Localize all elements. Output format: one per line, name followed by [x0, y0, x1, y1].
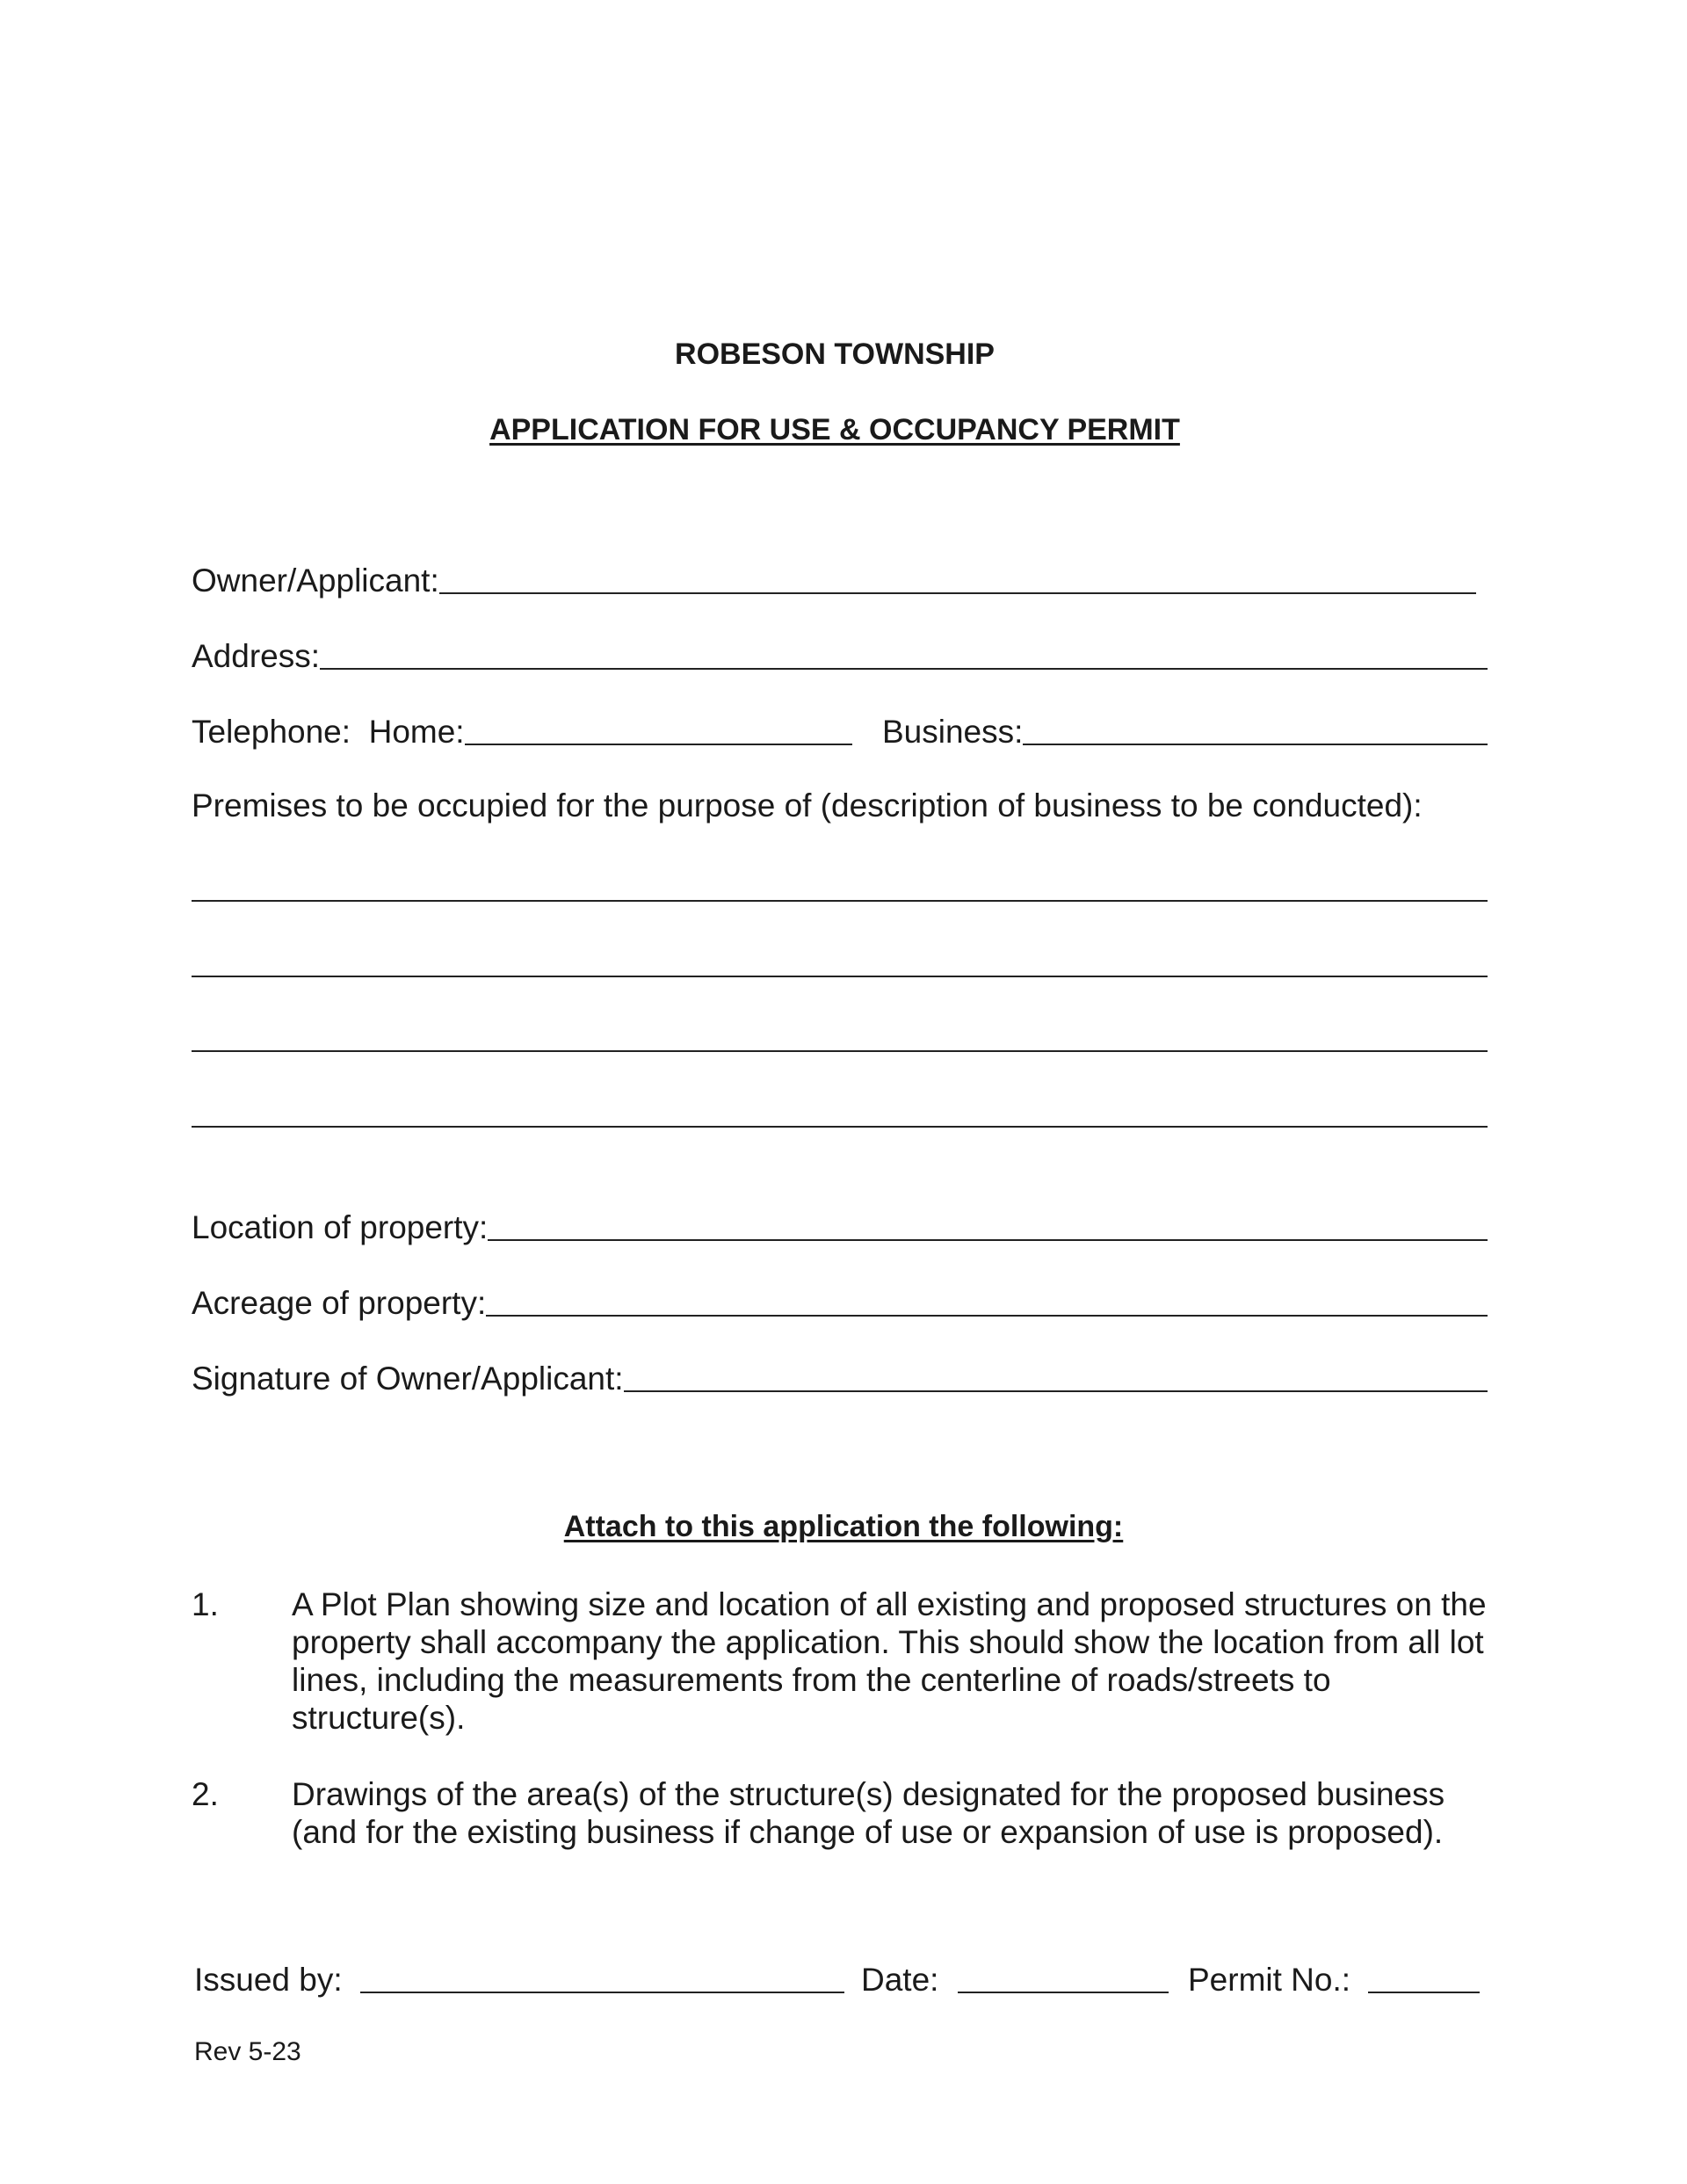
issued-by-row — [194, 1958, 844, 1999]
signature-row — [192, 1357, 1488, 1397]
date-row — [861, 1958, 1169, 1999]
telephone-home-row — [192, 710, 852, 751]
owner-applicant-row — [192, 559, 1476, 599]
telephone-home-field[interactable] — [465, 714, 852, 745]
issued-by-field[interactable] — [360, 1962, 844, 1993]
description-line-4[interactable] — [192, 1126, 1488, 1128]
attachment-text: Drawings of the area(s) of the structure(s) designated for the proposed business (and for the existing business if change of use or expansion of use is proposed). — [292, 1776, 1445, 1850]
signature-label: Signature of Owner/Applicant: — [192, 1360, 624, 1397]
permit-no-row — [1188, 1958, 1480, 1999]
description-line-2[interactable] — [192, 976, 1488, 977]
address-label: Address: — [192, 638, 321, 674]
acreage-label: Acreage of property: — [192, 1285, 487, 1321]
premises-purpose-label: Premises to be occupied for the purpose of (description of business to be conducted): — [192, 787, 1423, 824]
address-field[interactable] — [320, 638, 1488, 670]
location-label: Location of property: — [192, 1209, 489, 1245]
date-label: Date: — [861, 1962, 939, 1998]
telephone-home-label: Telephone: Home: — [192, 714, 465, 750]
form-title: APPLICATION FOR USE & OCCUPANCY PERMIT — [489, 413, 1180, 446]
address-row — [192, 635, 1488, 675]
signature-field[interactable] — [624, 1360, 1488, 1392]
owner-applicant-field[interactable] — [439, 562, 1476, 594]
attachment-number: 2. — [192, 1776, 219, 1812]
location-field[interactable] — [488, 1209, 1488, 1241]
business-label: Business: — [882, 714, 1024, 750]
permit-no-field[interactable] — [1368, 1962, 1480, 1993]
description-line-3[interactable] — [192, 1050, 1488, 1052]
revision-label: Rev 5-23 — [194, 2037, 301, 2066]
description-line-1[interactable] — [192, 900, 1488, 902]
attachments-heading: Attach to this application the following: — [563, 1510, 1124, 1543]
permit-no-label: Permit No.: — [1188, 1962, 1351, 1998]
issued-by-label: Issued by: — [194, 1962, 343, 1998]
date-field[interactable] — [958, 1962, 1169, 1993]
attachment-text: A Plot Plan showing size and location of all existing and proposed structures on the property shall accompany the application. This should show the location from all lot lines, including the measurements from the centerline of roads/streets to structure(s). — [292, 1586, 1487, 1736]
township-title: ROBESON TOWNSHIP — [675, 337, 995, 371]
acreage-field[interactable] — [486, 1285, 1488, 1317]
owner-applicant-label: Owner/Applicant: — [192, 562, 439, 599]
location-row — [192, 1206, 1488, 1246]
business-phone-field[interactable] — [1023, 714, 1488, 745]
business-row — [882, 710, 1488, 751]
attachment-number: 1. — [192, 1586, 219, 1622]
acreage-row — [192, 1281, 1488, 1322]
